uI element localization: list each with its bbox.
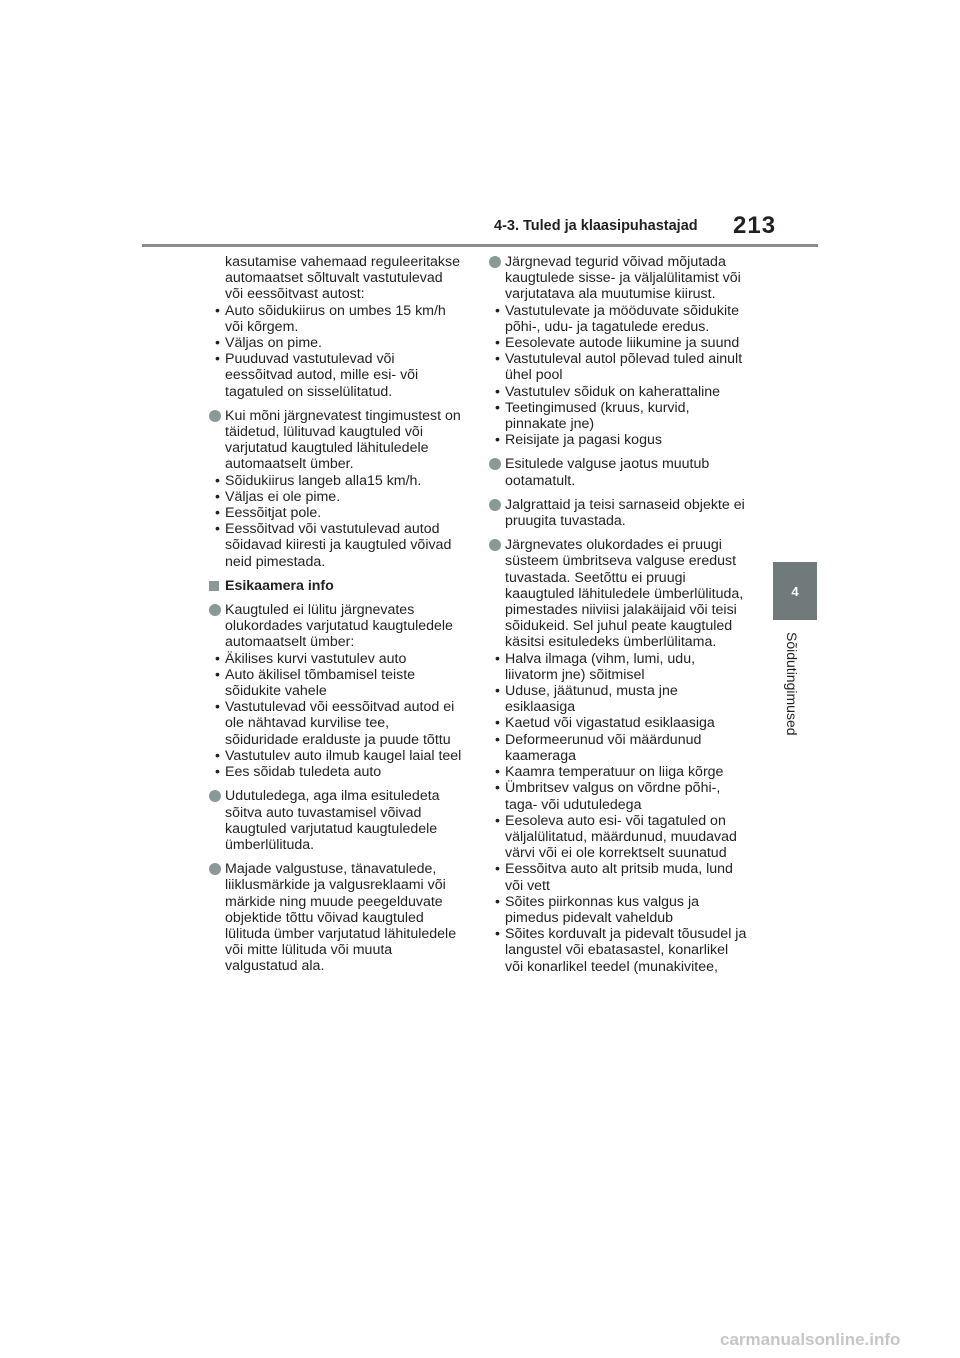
list-item-text: Sõites korduvalt ja pidevalt tõusudel ja	[505, 926, 747, 943]
list-item-text: sõidavad kiiresti ja kaugtuled võivad	[225, 537, 452, 554]
list-item-text: esiklaasiga	[505, 699, 576, 716]
chapter-tab: 4	[773, 562, 817, 620]
list-item	[489, 780, 753, 812]
text-line: automaatset sõltuvalt vastutulevad	[225, 270, 443, 287]
page-number: 213	[733, 212, 777, 239]
text-block	[209, 254, 471, 303]
bullet-dot-icon: •	[215, 488, 220, 505]
text-line: ootamatult.	[505, 472, 576, 489]
list-item-text: Väljas on pime.	[225, 335, 322, 352]
list-item-text: Auto sõidukiirus on umbes 15 km/h	[225, 302, 446, 319]
list-item-text: pimedus pidevalt vaheldub	[505, 909, 673, 926]
list-item	[489, 351, 753, 383]
list-item-text: langustel või ebatasastel, konarlikel	[505, 942, 729, 959]
bullet-dot-icon: •	[495, 335, 500, 352]
bullet-dot-icon: •	[495, 812, 500, 829]
list-item-text: või konarlikel teedel (munakivitee,	[505, 958, 718, 975]
paragraph-text	[225, 602, 471, 651]
list-item	[209, 521, 471, 570]
text-line: Kui mõni järgnevatest tingimustest on	[225, 407, 461, 424]
list-item-text: tagatuled on sisselülitatud.	[225, 383, 393, 400]
text-line: märkide ning muude peegelduvate	[225, 893, 443, 910]
circle-paragraph	[209, 861, 471, 974]
bullet-list	[209, 651, 471, 781]
section-title: 4-3. Tuled ja klaasipuhastajad	[494, 218, 698, 234]
list-item-text: või kõrgem.	[225, 318, 299, 335]
bullet-dot-icon: •	[495, 731, 500, 748]
paragraph-text	[225, 408, 471, 473]
text-line: tuvastada. Seetõttu ei pruugi	[505, 569, 686, 586]
list-item-text: taga- või udutuledega	[505, 796, 642, 813]
circle-bullet-icon	[209, 863, 221, 875]
text-line: Järgnevad tegurid võivad mõjutada	[505, 254, 726, 270]
text-line: täidetud, lülituvad kaugtuled või	[225, 424, 423, 441]
bullet-dot-icon: •	[215, 747, 220, 764]
bullet-list	[489, 651, 753, 975]
list-item-text: Uduse, jäätunud, musta jne	[505, 683, 678, 700]
list-item-text: Reisijate ja pagasi kogus	[505, 432, 662, 449]
list-item	[489, 732, 753, 764]
list-item	[209, 651, 471, 667]
list-item	[489, 384, 753, 400]
list-item-text: Eesoleva auto esi- või tagatuled on	[505, 812, 726, 829]
watermark: carmanualsonline.info	[720, 1330, 901, 1349]
list-item	[489, 432, 753, 448]
list-item-text: kaameraga	[505, 747, 576, 764]
bullet-dot-icon: •	[495, 764, 500, 781]
text-line: pruugita tuvastada.	[505, 513, 626, 530]
list-item-text: Vastutulev sõiduk on kaherattaline	[505, 383, 721, 400]
text-line: Kaugtuled ei lülitu järgnevates	[225, 602, 415, 619]
square-bullet-icon	[209, 581, 219, 591]
text-line: automaatselt ümber.	[225, 456, 354, 473]
heading-text: Esikaamera info	[225, 577, 334, 594]
bullet-list	[489, 303, 753, 449]
list-item-text: Kaamra temperatuur on liiga kõrge	[505, 764, 724, 781]
bullet-dot-icon: •	[215, 666, 220, 683]
list-item-text: Vastutulevad või eessõitvad autod ei	[225, 699, 455, 716]
bullet-dot-icon: •	[495, 383, 500, 400]
list-item	[209, 351, 471, 400]
circle-bullet-icon	[209, 604, 221, 616]
bullet-dot-icon: •	[495, 650, 500, 667]
bullet-dot-icon: •	[215, 699, 220, 716]
text-line: lülituda ümber varjutatud lähituledele	[225, 925, 457, 942]
bullet-dot-icon: •	[495, 715, 500, 732]
list-item-text: Ees sõidab tuledeta auto	[225, 764, 382, 781]
list-item	[209, 748, 471, 764]
list-item-text: või vett	[505, 877, 550, 894]
bullet-dot-icon: •	[495, 302, 500, 319]
list-item-text: Vastutuleval autol põlevad tuled ainult	[505, 351, 743, 368]
bullet-dot-icon: •	[495, 432, 500, 449]
text-line: liiklusmärkide ja valgusreklaami või	[225, 877, 446, 894]
list-item-text: Eesolevate autode liikumine ja suund	[505, 335, 740, 352]
list-item-text: neid pimestada.	[225, 553, 326, 570]
list-item	[489, 651, 753, 683]
list-item	[489, 303, 753, 335]
bullet-dot-icon: •	[495, 893, 500, 910]
paragraph-text	[225, 861, 471, 974]
list-item	[209, 667, 471, 699]
text-line: Järgnevates olukordades ei pruugi	[505, 537, 722, 554]
text-line: valgustatud ala.	[225, 958, 325, 975]
bullet-dot-icon: •	[215, 335, 220, 352]
chapter-label: Sõidutingimused	[784, 632, 800, 736]
circle-paragraph	[209, 408, 471, 473]
text-line: kasutamise vahemaad reguleeritakse	[225, 254, 461, 270]
circle-paragraph	[489, 254, 753, 303]
text-line: sõitva auto tuvastamisel võivad	[225, 804, 422, 821]
paragraph-text	[505, 497, 753, 529]
list-item-text: Vastutulev auto ilmub kaugel laial teel	[225, 747, 462, 764]
page-header	[0, 0, 960, 250]
bullet-list	[209, 303, 471, 400]
bullet-dot-icon: •	[215, 650, 220, 667]
circle-paragraph	[209, 602, 471, 651]
list-item	[489, 683, 753, 715]
list-item-text: sõiduridade eralduste ja puude tõttu	[225, 731, 451, 748]
text-line: olukordades varjutatud kaugtuledele	[225, 618, 453, 635]
circle-paragraph	[209, 788, 471, 853]
text-line: Majade valgustuse, tänavatulede,	[225, 861, 437, 878]
circle-paragraph	[489, 497, 753, 529]
paragraph-text	[225, 788, 471, 853]
text-line: varjutatud kaugtuled lähituledele	[225, 440, 429, 457]
list-item	[489, 861, 753, 893]
list-item	[209, 505, 471, 521]
list-item-text: värvi või ei ole korrektselt suunatud	[505, 845, 727, 862]
list-item-text: Auto äkilisel tõmbamisel teiste	[225, 666, 416, 683]
list-item-text: Vastutulevate ja mööduvate sõidukite	[505, 302, 739, 319]
header-rule	[142, 244, 818, 247]
list-item-text: põhi-, udu- ja tagatulede eredus.	[505, 318, 710, 335]
bullet-dot-icon: •	[215, 505, 220, 522]
list-item-text: Eessõitjat pole.	[225, 505, 322, 522]
circle-paragraph	[489, 456, 753, 488]
text-line: käsitsi esituledeks ümberlülitama.	[505, 634, 717, 651]
list-item-text: väljalülitatud, määrdunud, muudavad	[505, 828, 737, 845]
list-item	[489, 335, 753, 351]
bullet-dot-icon: •	[215, 521, 220, 538]
list-item	[489, 813, 753, 862]
text-line: Udutuledega, aga ilma esituledeta	[225, 788, 440, 805]
text-line: automaatselt ümber:	[225, 634, 355, 651]
list-item-text: ole nähtavad kurvilise tee,	[225, 715, 390, 732]
list-item-text: sõidukite vahele	[225, 683, 327, 700]
list-item-text: Väljas ei ole pime.	[225, 488, 341, 505]
bullet-list	[209, 473, 471, 570]
text-line: objektide tõttu võivad kaugtuled	[225, 909, 424, 926]
circle-bullet-icon	[489, 539, 501, 551]
paragraph-text	[505, 254, 753, 303]
text-line: varjutatava ala muutumise kiirust.	[505, 286, 716, 303]
list-item	[209, 303, 471, 335]
list-item-text: liivatorm jne) sõitmisel	[505, 666, 645, 683]
text-line: ümberlülituda.	[225, 836, 315, 853]
paragraph-text	[505, 456, 753, 488]
list-item-text: Deformeerunud või määrdunud	[505, 731, 702, 748]
bullet-dot-icon: •	[495, 399, 500, 416]
circle-bullet-icon	[209, 790, 221, 802]
list-item	[489, 764, 753, 780]
circle-bullet-icon	[489, 499, 501, 511]
list-item-text: Teetingimused (kruus, kurvid,	[505, 399, 690, 416]
text-line: Esitulede valguse jaotus muutub	[505, 456, 710, 473]
right-column	[489, 254, 753, 975]
list-item-text: ühel pool	[505, 367, 563, 384]
text-line: kaugtulede sisse- ja väljalülitamist või	[505, 270, 741, 287]
section-heading	[209, 578, 471, 594]
list-item-text: Eessõitva auto alt pritsib muda, lund	[505, 861, 733, 878]
circle-bullet-icon	[489, 458, 501, 470]
list-item	[489, 715, 753, 731]
paragraph-text	[505, 537, 753, 650]
list-item-text: Ümbritsev valgus on võrdne põhi-,	[505, 780, 721, 797]
text-line: kaugtuled varjutatud kaugtuledele	[225, 820, 438, 837]
text-line: pimestades niiviisi jalakäijaid või teisi	[505, 602, 737, 619]
list-item	[209, 699, 471, 748]
list-item-text: pinnakate jne)	[505, 416, 595, 433]
bullet-dot-icon: •	[495, 780, 500, 797]
list-item	[489, 926, 753, 975]
text-line: või eessõitvast autost:	[225, 286, 365, 303]
list-item-text: Sõidukiirus langeb alla15 km/h.	[225, 472, 422, 489]
bullet-dot-icon: •	[495, 351, 500, 368]
list-item-text: Kaetud või vigastatud esiklaasiga	[505, 715, 715, 732]
circle-bullet-icon	[489, 256, 501, 268]
list-item-text: Sõites piirkonnas kus valgus ja	[505, 893, 699, 910]
list-item-text: Halva ilmaga (vihm, lumi, udu,	[505, 650, 696, 667]
bullet-dot-icon: •	[215, 472, 220, 489]
list-item	[209, 764, 471, 780]
list-item-text: Äkilises kurvi vastutulev auto	[225, 650, 407, 667]
list-item-text: Puuduvad vastutulevad või	[225, 351, 395, 368]
list-item-text: eessõitvad autod, mille esi- või	[225, 367, 419, 384]
left-column	[209, 254, 471, 975]
list-item	[489, 400, 753, 432]
text-line: sõidukeid. Sel juhul peate kaugtuled	[505, 618, 733, 635]
list-item	[489, 894, 753, 926]
text-line: kaaugtuled lähituledele ümberlülituda,	[505, 585, 744, 602]
bullet-dot-icon: •	[495, 926, 500, 943]
text-line: või mitte lülituda või muuta	[225, 942, 393, 959]
bullet-dot-icon: •	[215, 351, 220, 368]
text-line: süsteem ümbritseva valguse eredust	[505, 553, 737, 570]
bullet-dot-icon: •	[495, 683, 500, 700]
bullet-dot-icon: •	[215, 302, 220, 319]
list-item	[209, 489, 471, 505]
bullet-dot-icon: •	[215, 764, 220, 781]
list-item	[209, 473, 471, 489]
circle-bullet-icon	[209, 410, 221, 422]
text-line: Jalgrattaid ja teisi sarnaseid objekte ei	[505, 496, 745, 513]
circle-paragraph	[489, 537, 753, 650]
bullet-dot-icon: •	[495, 861, 500, 878]
list-item-text: Eessõitvad või vastutulevad autod	[225, 521, 440, 538]
list-item	[209, 335, 471, 351]
